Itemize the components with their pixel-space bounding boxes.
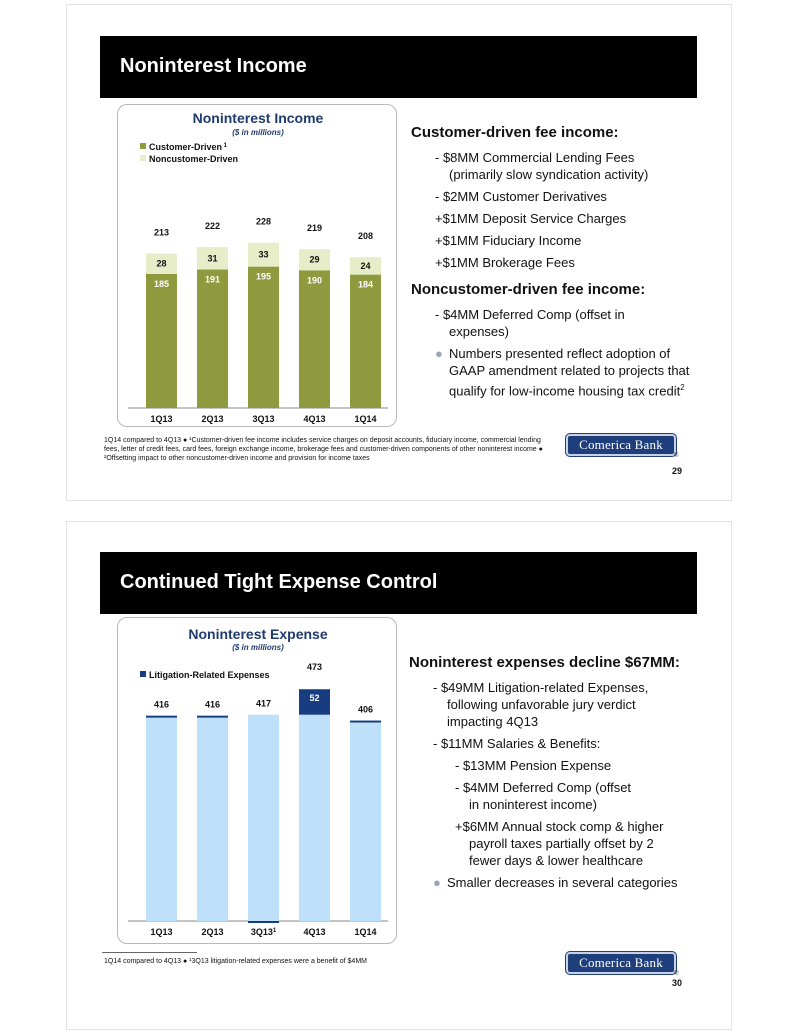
litigation-value: 52 [309,693,320,704]
footnote-divider [102,952,197,953]
noncustomer-driven-value: 31 [207,253,218,264]
bar-litigation-benefit [248,921,279,923]
x-tick-label: 3Q13 [252,414,275,424]
bullet-stock-comp: +$6MM Annual stock comp & higher payroll taxes partially offset by 2 fewer days & lower healthcare [455,819,664,868]
chart-title: Noninterest Income [192,110,324,126]
bar-other-expenses [248,715,279,921]
total-label: 219 [306,223,323,234]
noncustomer-driven-value: 28 [156,258,167,269]
bullet-customer-derivatives: - $2MM Customer Derivatives [435,189,607,204]
page-number: 29 [672,466,683,476]
customer-driven-value: 195 [255,271,272,282]
total-label: 208 [357,231,374,242]
total-label: 417 [255,698,272,709]
comerica-logo: Comerica Bank [566,434,676,456]
customer-driven-value: 191 [204,274,221,285]
legend-swatch [140,671,146,677]
legend-label: Litigation-Related Expenses [149,670,270,680]
registered-icon: ® [674,453,679,459]
comerica-logo: Comerica Bank [566,952,676,974]
total-label: 222 [204,221,221,232]
slide-title-bar [100,552,697,614]
chart-subtitle: ($ in millions) [232,128,284,137]
legend-swatch-1 [140,143,146,149]
bullet-gaap-amendment: ● Numbers presented reflect adoption of GAAP amendment related to projects that qualify for low-income housing tax credit$^2$ [435,346,690,399]
chart-title: Noninterest Expense [188,626,328,642]
x-tick-label: 1Q13 [150,414,173,424]
slide-title-bar [100,36,697,98]
noninterest-income-chart [117,104,397,427]
x-tick-label: 2Q13 [201,927,224,937]
bar-customer-driven [197,270,228,408]
bar-other-expenses [146,718,177,921]
bar-other-expenses [197,718,228,921]
tick-superscript: 1 [272,928,277,934]
legend-label-2: Noncustomer-Driven [149,154,239,164]
bullet-deferred-comp: - $4MM Deferred Comp (offset in expenses) [435,307,625,339]
noninterest-expense-chart [117,617,397,944]
noncustomer-driven-value: 29 [309,254,320,265]
total-label: 228 [255,216,272,227]
x-tick-label: 4Q13 [303,927,326,937]
bullet-litigation: - $49MM Litigation-related Expenses, following unfavorable jury verdict impacting 4Q13 [433,680,649,729]
footnote: 1Q14 compared to 4Q13 ● ¹Customer-driven fee income includes service charges on deposit accounts, fiduciary income, commercial lending fees, letter of credit fees, card fees, foreign exchange income, brokerage fees and customer-driven components of other noninterest income ● ²Offsetting impact to other noncustomer-driven income and provision for income taxes [104,437,543,462]
bar-customer-driven [248,267,279,408]
slide-title: Noninterest Income [120,55,307,77]
total-label: 416 [153,699,170,710]
footnote: 1Q14 compared to 4Q13 ● ¹3Q13 litigation-related expenses were a benefit of $4MM [104,958,367,965]
bullet-smaller-decreases: ● Smaller decreases in several categories [433,875,678,890]
customer-driven-value: 184 [357,279,374,290]
income-commentary [411,124,701,404]
noncustomer-driven-value: 33 [258,249,269,260]
customer-driven-heading: Customer-driven fee income: [411,124,619,141]
bar-customer-driven [350,275,381,408]
bullet-deferred-comp: - $4MM Deferred Comp (offset in noninterest income) [455,780,632,812]
x-tick-label: 2Q13 [201,414,224,424]
chart-subtitle: ($ in millions) [232,643,284,652]
x-tick-label: $3Q13^1$ [250,927,277,937]
total-label: 473 [306,662,323,673]
bar-litigation-expenses [146,716,177,718]
bar-customer-driven [299,270,330,408]
bullet-salaries: - $11MM Salaries & Benefits: [433,736,601,751]
bar-customer-driven [146,274,177,408]
x-tick-label: 4Q13 [303,414,326,424]
bullet-brokerage: +$1MM Brokerage Fees [435,255,575,270]
total-label: 213 [153,227,170,238]
bar-litigation-expenses [350,721,381,723]
bullet-deposit-service: +$1MM Deposit Service Charges [435,211,627,226]
legend-superscript: 1 [222,143,228,149]
expense-decline-heading: Noninterest expenses decline $67MM: [409,654,680,671]
chart-canvas [118,105,397,427]
bar-other-expenses [350,723,381,921]
x-tick-label: 1Q14 [354,414,377,424]
bullet-pension: - $13MM Pension Expense [455,758,612,773]
bullet-dot-icon: ● [435,346,443,361]
noncustomer-driven-heading: Noncustomer-driven fee income: [411,281,646,298]
x-tick-label: 1Q14 [354,927,377,937]
customer-driven-value: 185 [153,278,170,289]
bar-litigation-expenses [197,716,228,718]
bullet-dot-icon: ● [433,875,441,890]
total-label: 416 [204,699,221,710]
customer-driven-value: 190 [306,275,323,286]
page-number: 30 [672,978,683,988]
bullet-fiduciary: +$1MM Fiduciary Income [435,233,582,248]
slide-title: Continued Tight Expense Control [120,571,438,593]
noncustomer-driven-value: 24 [360,260,371,271]
chart-canvas [118,618,397,944]
legend-label-1: Customer-Driven $^1$ [149,142,228,152]
expense-commentary [409,654,701,896]
total-label: 406 [357,704,374,715]
legend-swatch-2 [140,155,146,161]
x-tick-label: 1Q13 [150,927,173,937]
bar-other-expenses [299,715,330,921]
bullet-commercial-lending: - $8MM Commercial Lending Fees (primarily slow syndication activity) [435,150,649,182]
registered-icon: ® [674,971,679,977]
